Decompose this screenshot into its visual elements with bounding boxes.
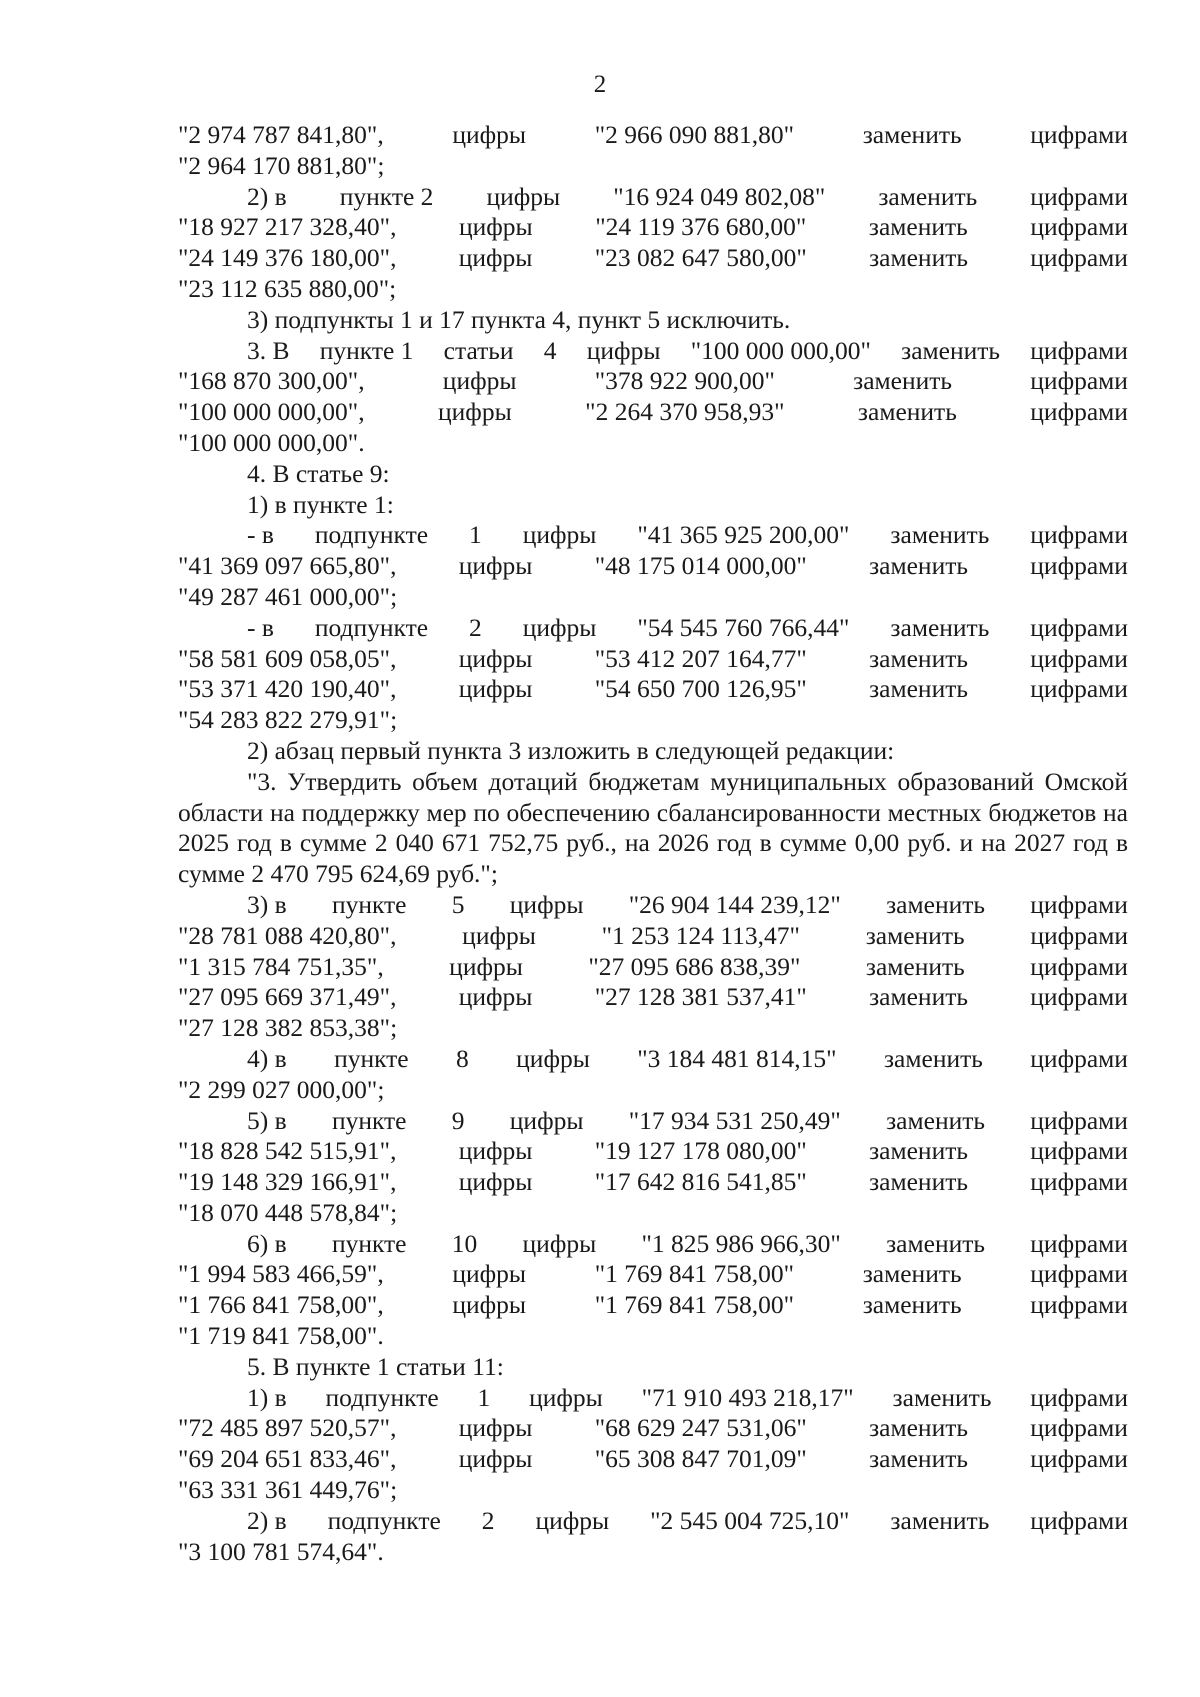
text-segment: заменить: [862, 1259, 962, 1289]
text-line: [178, 613, 1128, 644]
text-line: [178, 305, 1128, 336]
text-segment: "27 128 381 537,41": [594, 982, 807, 1012]
text-line: [178, 1259, 1128, 1290]
text-segment: 9: [451, 1105, 465, 1135]
text-line: [178, 952, 1128, 983]
text-segment: цифрами: [1030, 1444, 1128, 1474]
text-segment: "27 095 686 838,39": [588, 951, 801, 981]
text-segment: цифрами: [1030, 520, 1128, 550]
text-segment: заменить: [865, 951, 965, 981]
page-number: 2: [593, 71, 607, 98]
text-segment: цифрами: [1030, 181, 1128, 211]
text-segment: "49 287 461 000,00";: [178, 581, 398, 611]
text-segment: цифры: [509, 889, 584, 919]
text-segment: цифры: [462, 920, 536, 950]
text-line: [178, 1044, 1128, 1075]
text-segment: "16 924 049 802,08": [613, 181, 826, 211]
text-line: [178, 336, 1128, 367]
text-segment: цифрами: [1030, 612, 1128, 642]
text-segment: цифрами: [1030, 1290, 1128, 1320]
text-segment: цифрами: [1030, 1505, 1128, 1535]
text-segment: цифрами: [1030, 366, 1128, 396]
text-segment: "18 927 217 328,40",: [178, 212, 397, 242]
text-line: [178, 1537, 1128, 1568]
text-segment: цифры: [458, 1413, 533, 1443]
text-segment: "1 253 124 113,47": [601, 920, 800, 950]
text-segment: пункте: [331, 1105, 407, 1135]
text-segment: "71 910 493 218,17": [641, 1382, 854, 1412]
text-segment: цифры: [452, 120, 527, 149]
text-segment: цифры: [486, 181, 561, 211]
text-line: [178, 1290, 1128, 1321]
text-segment: заменить: [869, 1413, 968, 1443]
text-segment: "24 149 376 180,00",: [178, 243, 397, 273]
text-segment: цифрами: [1030, 889, 1128, 919]
text-segment: 3) в: [247, 889, 287, 919]
text-segment: заменить: [869, 243, 968, 273]
text-segment: "28 781 088 420,80",: [178, 920, 397, 950]
text-line: [178, 490, 1128, 521]
text-segment: цифры: [522, 1228, 597, 1258]
text-segment: пункте 2: [339, 181, 434, 211]
text-segment: цифрами: [1030, 120, 1128, 149]
text-segment: 5) в: [247, 1105, 287, 1135]
text-segment: подпункте: [314, 612, 429, 642]
text-segment: "2 966 090 881,80": [594, 120, 795, 149]
text-segment: цифрами: [1030, 643, 1128, 673]
text-segment: цифрами: [1030, 1167, 1128, 1197]
text-segment: заменить: [890, 1505, 990, 1535]
text-segment: "2 264 370 958,93": [585, 397, 785, 427]
text-segment: цифры: [458, 1444, 533, 1474]
text-segment: цифры: [458, 1136, 533, 1166]
text-line: [178, 459, 1128, 490]
text-segment: "53 371 420 190,40",: [178, 674, 397, 704]
text-segment: 4. В статье 9:: [247, 458, 390, 488]
text-line: [178, 1075, 1128, 1106]
text-segment: 3. В: [247, 335, 290, 365]
text-segment: заменить: [869, 1136, 968, 1166]
text-line: [178, 674, 1128, 705]
text-segment: 4: [543, 335, 557, 365]
text-segment: цифры: [586, 335, 661, 365]
text-segment: "54 283 822 279,91";: [178, 705, 398, 735]
text-segment: цифрами: [1030, 1413, 1128, 1443]
text-segment: цифрами: [1030, 397, 1128, 427]
text-segment: "54 650 700 126,95": [594, 674, 807, 704]
text-line: [178, 644, 1128, 675]
text-segment: "168 870 300,00",: [178, 366, 365, 396]
text-segment: "17 934 531 250,49": [628, 1105, 841, 1135]
text-line: [178, 428, 1128, 459]
text-segment: цифрами: [1030, 335, 1128, 365]
text-segment: цифры: [458, 212, 533, 242]
text-segment: заменить: [869, 643, 968, 673]
text-segment: заменить: [862, 120, 962, 149]
text-segment: цифрами: [1030, 674, 1128, 704]
text-line: [178, 151, 1128, 182]
text-segment: заменить: [869, 1167, 968, 1197]
text-segment: "26 904 144 239,12": [628, 889, 841, 919]
text-segment: пункте: [331, 1228, 407, 1258]
text-segment: заменить: [901, 335, 1001, 365]
text-segment: "2 299 027 000,00";: [178, 1074, 385, 1104]
text-line: [178, 1106, 1128, 1137]
paragraph-text: "3. Утвердить объем дотаций бюджетам муниципальных образований Омской области на поддержку мер по обеспечению сбалансированности местных бюджетов на 2025 год в сумме 2 040 671 752,75 руб., на 2026 год в сумме 0,00 руб. и на 2027 год в сумме 2 470 795 624,69 руб.";: [178, 766, 1128, 889]
text-segment: цифры: [438, 397, 512, 427]
text-segment: цифрами: [1030, 1136, 1128, 1166]
text-segment: цифры: [522, 520, 597, 550]
text-line: [178, 1413, 1128, 1444]
text-segment: "72 485 897 520,57",: [178, 1413, 397, 1443]
text-segment: заменить: [890, 520, 990, 550]
text-line: [178, 1321, 1128, 1352]
text-segment: 4) в: [247, 1043, 287, 1073]
text-segment: цифрами: [1030, 1228, 1128, 1258]
text-segment: цифры: [529, 1382, 603, 1412]
text-segment: 1: [469, 520, 482, 550]
text-segment: цифры: [535, 1505, 610, 1535]
text-segment: пункте 1: [319, 335, 414, 365]
text-line: [178, 520, 1128, 551]
text-segment: цифры: [458, 982, 533, 1012]
text-segment: подпункте: [327, 1505, 441, 1535]
text-segment: "19 148 329 166,91",: [178, 1167, 397, 1197]
text-segment: 1) в: [247, 1382, 287, 1412]
text-segment: "1 769 841 758,00": [594, 1259, 795, 1289]
text-segment: "2 974 787 841,80",: [178, 120, 384, 149]
text-segment: цифрами: [1030, 1259, 1128, 1289]
text-segment: цифрами: [1030, 212, 1128, 242]
text-line: [178, 736, 1128, 767]
text-segment: заменить: [862, 1290, 962, 1320]
text-line: [178, 1136, 1128, 1167]
text-segment: "58 581 609 058,05",: [178, 643, 397, 673]
text-segment: заменить: [853, 366, 953, 396]
text-line: [178, 1229, 1128, 1260]
text-segment: 5. В пункте 1 статьи 11:: [247, 1351, 504, 1381]
text-segment: "27 128 382 853,38";: [178, 1013, 398, 1043]
text-line: [178, 982, 1128, 1013]
text-segment: заменить: [857, 397, 957, 427]
text-segment: 1: [477, 1382, 491, 1412]
text-segment: "100 000 000,00",: [178, 397, 365, 427]
text-segment: статьи: [443, 335, 514, 365]
text-segment: 2) в: [247, 1505, 287, 1535]
text-segment: 10: [451, 1228, 478, 1258]
text-segment: 2: [481, 1505, 495, 1535]
text-segment: цифрами: [1030, 1382, 1128, 1412]
text-segment: цифры: [522, 612, 597, 642]
text-segment: "17 642 816 541,85": [594, 1167, 807, 1197]
text-segment: 2: [469, 612, 482, 642]
text-segment: "54 545 760 766,44": [637, 612, 850, 642]
text-segment: цифры: [458, 551, 533, 581]
text-line: [178, 1198, 1128, 1229]
text-segment: "1 769 841 758,00": [594, 1290, 795, 1320]
text-segment: "378 922 900,00": [594, 366, 775, 396]
text-segment: заменить: [869, 551, 968, 581]
text-segment: "63 331 361 449,76";: [178, 1475, 398, 1505]
text-segment: цифрами: [1030, 1105, 1128, 1135]
text-line: [178, 1506, 1128, 1537]
text-segment: "23 112 635 880,00";: [178, 273, 397, 303]
text-segment: цифры: [449, 951, 523, 981]
text-segment: "65 308 847 701,09": [594, 1444, 807, 1474]
text-segment: цифрами: [1030, 551, 1128, 581]
text-segment: цифры: [442, 366, 517, 396]
text-line: [178, 212, 1128, 243]
text-segment: заменить: [886, 889, 986, 919]
text-segment: "53 412 207 164,77": [594, 643, 807, 673]
text-segment: пункте: [331, 889, 407, 919]
text-line: [178, 551, 1128, 582]
text-segment: цифрами: [1030, 243, 1128, 273]
text-segment: цифры: [516, 1043, 590, 1073]
text-line: [178, 582, 1128, 613]
text-line: [178, 243, 1128, 274]
text-segment: пункте: [334, 1043, 409, 1073]
text-segment: "100 000 000,00": [690, 335, 871, 365]
text-segment: цифрами: [1030, 1043, 1128, 1073]
text-segment: 8: [456, 1043, 469, 1073]
text-segment: цифры: [452, 1259, 527, 1289]
text-segment: "41 365 925 200,00": [637, 520, 850, 550]
text-line: [178, 182, 1128, 213]
text-segment: заменить: [890, 612, 990, 642]
text-segment: заменить: [886, 1105, 986, 1135]
text-line: [178, 921, 1128, 952]
text-segment: цифрами: [1030, 982, 1128, 1012]
text-segment: "1 766 841 758,00",: [178, 1290, 384, 1320]
text-segment: цифры: [458, 243, 533, 273]
text-segment: "2 964 170 881,80";: [178, 150, 385, 180]
text-segment: заменить: [869, 674, 968, 704]
text-segment: "100 000 000,00".: [178, 427, 365, 457]
text-segment: "27 095 669 371,49",: [178, 982, 397, 1012]
text-segment: цифры: [458, 674, 533, 704]
text-segment: цифры: [458, 643, 533, 673]
text-line: [178, 120, 1128, 151]
text-segment: "18 070 448 578,84";: [178, 1197, 398, 1227]
text-segment: заменить: [892, 1382, 992, 1412]
text-segment: цифры: [452, 1290, 527, 1320]
text-segment: "3 184 481 814,15": [637, 1043, 837, 1073]
text-line: [178, 705, 1128, 736]
text-segment: "18 828 542 515,91",: [178, 1136, 397, 1166]
text-segment: заменить: [869, 1444, 968, 1474]
text-line: [178, 1444, 1128, 1475]
text-segment: цифрами: [1030, 920, 1128, 950]
text-segment: заменить: [886, 1228, 986, 1258]
text-line: [178, 1383, 1128, 1414]
text-segment: цифры: [509, 1105, 584, 1135]
text-segment: "69 204 651 833,46",: [178, 1444, 397, 1474]
text-segment: - в: [247, 520, 274, 550]
text-segment: подпункте: [314, 520, 429, 550]
text-segment: "23 082 647 580,00": [594, 243, 807, 273]
text-segment: "1 825 986 966,30": [641, 1228, 841, 1258]
text-segment: "48 175 014 000,00": [594, 551, 807, 581]
text-segment: заменить: [869, 982, 968, 1012]
document-body: [178, 120, 1128, 1567]
text-segment: 6) в: [247, 1228, 287, 1258]
text-segment: "41 369 097 665,80",: [178, 551, 397, 581]
text-line: [178, 1167, 1128, 1198]
text-segment: цифрами: [1030, 951, 1128, 981]
text-segment: заменить: [868, 212, 968, 242]
text-line: [178, 366, 1128, 397]
paragraph: [178, 767, 1128, 890]
text-segment: заменить: [883, 1043, 983, 1073]
text-segment: "2 545 004 725,10": [650, 1505, 850, 1535]
text-segment: "19 127 178 080,00": [594, 1136, 807, 1166]
text-segment: заменить: [878, 181, 978, 211]
text-segment: - в: [247, 612, 274, 642]
text-segment: цифры: [458, 1167, 533, 1197]
text-segment: "68 629 247 531,06": [594, 1413, 807, 1443]
text-segment: "24 119 376 680,00": [595, 212, 807, 242]
text-segment: 1) в пункте 1:: [247, 489, 394, 519]
text-line: [178, 274, 1128, 305]
text-line: [178, 890, 1128, 921]
text-segment: 2) абзац первый пункта 3 изложить в следующей редакции:: [247, 735, 895, 765]
text-line: [178, 397, 1128, 428]
text-segment: 2) в: [247, 181, 287, 211]
text-line: [178, 1352, 1128, 1383]
text-segment: заменить: [865, 920, 965, 950]
text-segment: "3 100 781 574,64".: [178, 1536, 384, 1566]
text-segment: 5: [451, 889, 465, 919]
text-line: [178, 1013, 1128, 1044]
text-segment: "1 994 583 466,59",: [178, 1259, 384, 1289]
text-segment: "1 719 841 758,00".: [178, 1321, 384, 1351]
text-segment: "1 315 784 751,35",: [178, 951, 384, 981]
text-segment: подпункте: [325, 1382, 439, 1412]
text-segment: 3) подпункты 1 и 17 пункта 4, пункт 5 исключить.: [247, 304, 791, 334]
text-line: [178, 1475, 1128, 1506]
